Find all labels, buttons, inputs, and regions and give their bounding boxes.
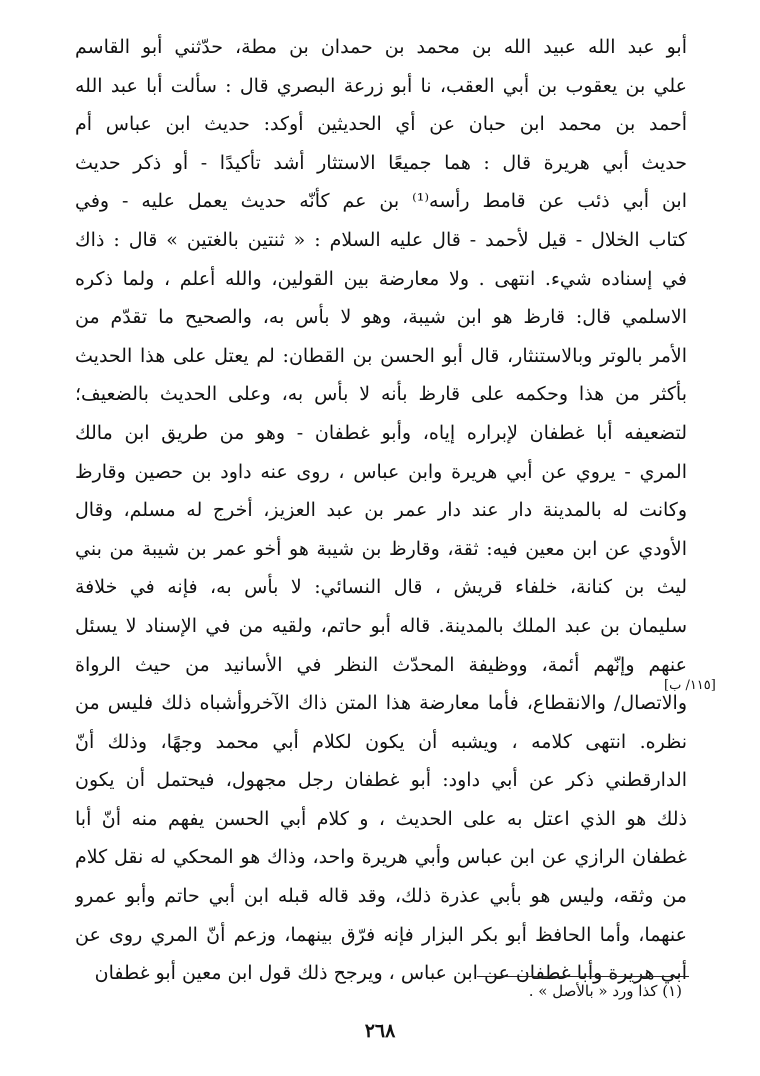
text-line: عنهما، وأما الحافظ أبو بكر البزار فإنه فرّق بينهما، وزعم أنّ المري روى عن (75, 923, 687, 946)
text-line: أحمد بن محمد ابن حبان عن أي الحديثين أوكد: حديث ابن عباس أم (75, 113, 687, 136)
text-line: ذلك هو الذي اعتل به على الحديث ، و كلام أبي الحسن يفهم منه أنّ أبا (75, 807, 687, 830)
text-line: من وثقه، وليس هو بأبي عذرة ذلك، وقد قاله قبله ابن أبي حاتم وأبو عمرو (75, 885, 687, 908)
text-line: الاسلمي قال: قارظ هو ابن شيبة، وهو لا بأس به، والصحيح ما تقدّم من (75, 306, 687, 329)
main-text-block (75, 28, 687, 993)
footnote-divider (477, 976, 689, 977)
text-line: عنهم وإنّهم أئمة، ووظيفة المحدّث النظر في الأسانيد من حيث الرواة (75, 653, 687, 676)
footnote: (١) كذا ورد « بالأصل » . (528, 982, 682, 1000)
text-line: ابن أبي ذئب عن قامط رأسه⁽¹⁾ بن عم كأنّه حديث يعمل عليه - وفي (75, 190, 687, 213)
text-line: سليمان بن عبد الملك بالمدينة. قاله أبو حاتم، ولقيه من في الإسناد لا يسئل (75, 614, 687, 637)
manuscript-folio-marker: [١١٥/ ب] (664, 678, 716, 693)
text-line: كتاب الخلال - قيل لأحمد - قال عليه السلام : « ثنتين بالغتين » قال : ذاك (75, 228, 687, 251)
text-line: بأكثر من هذا وحكمه على قارظ بأنه لا بأس به، وعلى الحديث بالضعيف؛ (75, 383, 687, 406)
text-line: والاتصال/ والانقطاع، فأما معارضة هذا المتن ذاك الآخروأشباه ذلك فليس من (75, 692, 687, 715)
page-number: ٢٦٨ (364, 1020, 396, 1042)
text-line: الأودي عن ابن معين فيه: ثقة، وقارظ بن شيبة هو أخو عمر بن شيبة من بني (75, 537, 687, 560)
text-line: ليث بن كنانة، خلفاء قريش ، قال النسائي: لا بأس به، فإنه في خلافة (75, 576, 687, 599)
text-line: علي بن يعقوب بن أبي العقب، نا أبو زرعة البصري قال : سألت أبا عبد الله (75, 74, 687, 97)
text-line: حديث أبي هريرة قال : هما جميعًا الاستثار أشد تأكيدًا - أو ذكر حديث (75, 151, 687, 174)
text-line: الأمر بالوتر وبالاستنثار، قال أبو الحسن بن القطان: لم يعتل على هذا الحديث (75, 344, 687, 367)
text-line: الدارقطني ذكر عن أبي داود: أبو غطفان رجل مجهول، فيحتمل أن يكون (75, 769, 687, 792)
text-line: أبو عبد الله عبيد الله بن محمد بن حمدان بن مطة، حدّثني أبو القاسم (75, 36, 687, 58)
text-line: وكانت له بالمدينة دار عند دار عمر بن عبد العزيز، أخرج له مسلم، وقال (75, 499, 687, 522)
text-line: لتضعيفه أبا غطفان لإبراره إياه، وأبو غطفان - وهو من طريق ابن مالك (75, 421, 687, 444)
text-line: نظره. انتهى كلامه ، ويشبه أن يكون لكلام أبي محمد وجهًا، وذلك أنّ (75, 730, 687, 753)
text-line: المري - يروي عن أبي هريرة وابن عباس ، روى عنه داود بن حصين وقارظ (75, 460, 687, 483)
text-line: أبي هريرة وأبا غطفان عن ابن عباس ، ويرجح ذلك قول ابن معين أبو غطفان (94, 962, 687, 985)
text-line: في إسناده شيء. انتهى . ولا معارضة بين القولين، والله أعلم ، ولما ذكره (75, 267, 687, 290)
text-line: غطفان الرازي عن ابن عباس وأبي هريرة واحد، وذاك هو المحكي له نقل كلام (75, 846, 687, 869)
